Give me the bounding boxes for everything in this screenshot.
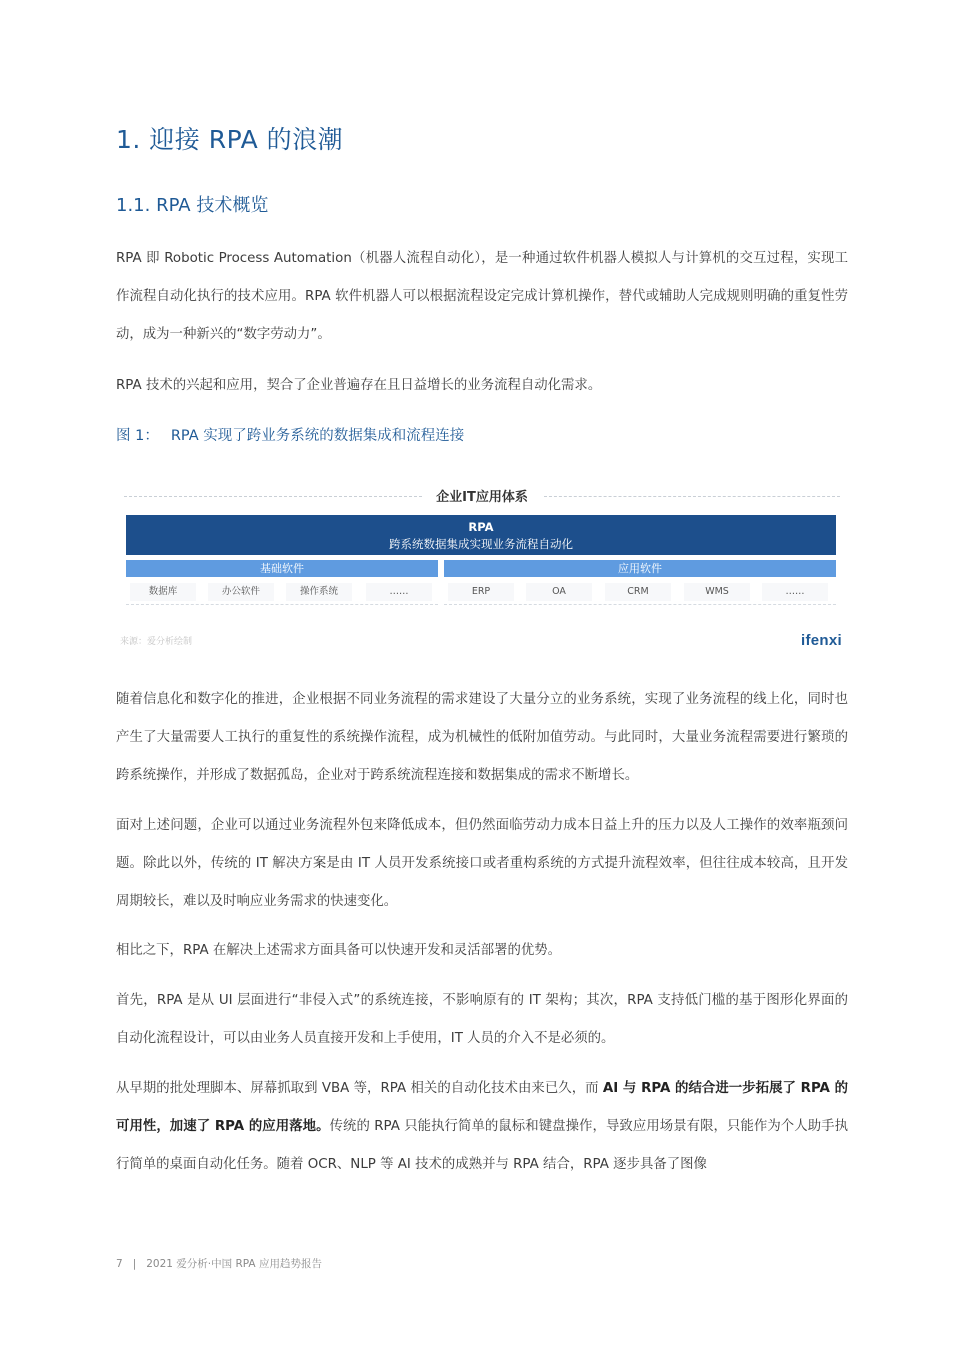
figure-caption-text: RPA 实现了跨业务系统的数据集成和流程连接 xyxy=(170,428,465,444)
basic-software-row xyxy=(126,580,438,605)
application-software-category: 应用软件 xyxy=(444,560,836,577)
figure-number: 图 1： xyxy=(116,428,159,444)
paragraph-ai-rpa xyxy=(116,1070,848,1184)
rpa-layer-label: RPA xyxy=(468,520,494,534)
rpa-layer-subtitle: 跨系统数据集成实现业务流程自动化 xyxy=(389,537,573,551)
rpa-layer xyxy=(126,515,836,555)
system-item-more: …… xyxy=(366,583,432,601)
figure-source: 来源：爱分析绘制 xyxy=(120,637,193,647)
system-item-more: …… xyxy=(762,583,828,601)
system-item-os: 操作系统 xyxy=(286,583,352,601)
section-heading: 1. 迎接 RPA 的浪潮 xyxy=(116,125,344,154)
figure-caption xyxy=(116,424,464,445)
paragraph-ai-rpa-emphasis: AI 与 RPA 的结合进一步拓展了 RPA 的可用性，加速了 RPA 的应用落地。 xyxy=(116,1081,849,1134)
system-item-wms: WMS xyxy=(684,583,750,601)
system-item-erp: ERP xyxy=(448,583,514,601)
page-footer xyxy=(116,1256,322,1271)
paragraph-non-invasive: 首先，RPA 是从 UI 层面进行“非侵入式”的系统连接，不影响原有的 IT 架构；其次，RPA 支持低门槛的基于图形化界面的自动化流程设计，可以由业务人员直接开发和上手使用，IT 人员的介入不是必须的。 xyxy=(116,993,848,1046)
title-divider-right xyxy=(544,496,840,497)
it-architecture-figure xyxy=(116,478,848,658)
paragraph-ai-rpa-end: 传统的 RPA 只能执行简单的鼠标和键盘操作，导致应用场景有限，只能作为个人助手执行简单的桌面自动化任务。随着 OCR、NLP 等 AI 技术的成熟并与 RPA 结合，RPA 逐步具备了图像 xyxy=(116,1119,848,1172)
page-number: 7 xyxy=(116,1258,123,1270)
paragraph-rpa-definition: RPA 即 Robotic Process Automation（机器人流程自动化），是一种通过软件机器人模拟人与计算机的交互过程，实现工作流程自动化执行的技术应用。RPA 软件机器人可以根据流程设定完成计算机操作，替代或辅助人完成规则明确的重复性劳动，成为一种新兴的“数字劳动力”。 xyxy=(116,251,848,342)
ifenxi-logo: ifenxi xyxy=(801,632,842,649)
paragraph-ai-rpa-start: 从早期的批处理脚本、屏幕抓取到 VBA 等，RPA 相关的自动化技术由来已久，而 xyxy=(116,1081,603,1096)
paragraph-cost-problems: 面对上述问题，企业可以通过业务流程外包来降低成本，但仍然面临劳动力成本日益上升的压力以及人工操作的效率瓶颈问题。除此以外，传统的 IT 解决方案是由 IT 人员开发系统接口或者重构系统的方式提升流程效率，但往往成本较高，且开发周期较长，难以及时响应业务需求的快速变化。 xyxy=(116,818,848,909)
system-item-oa: OA xyxy=(526,583,592,601)
figure-title: 企业IT应用体系 xyxy=(436,490,528,505)
system-item-office: 办公软件 xyxy=(208,583,274,601)
paragraph-business-systems: 随着信息化和数字化的推进，企业根据不同业务流程的需求建设了大量分立的业务系统，实现了业务流程的线上化，同时也产生了大量需要人工执行的重复性的系统操作流程，成为机械性的低附加值劳动。与此同时，大量业务流程需要进行繁琐的跨系统操作，并形成了数据孤岛，企业对于跨系统流程连接和数据集成的需求不断增长。 xyxy=(116,692,848,783)
footer-separator: | xyxy=(132,1258,137,1270)
application-software-row xyxy=(444,580,836,605)
paragraph-rpa-demand: RPA 技术的兴起和应用，契合了企业普遍存在且日益增长的业务流程自动化需求。 xyxy=(116,378,602,393)
subsection-heading: 1.1. RPA 技术概览 xyxy=(116,195,269,216)
system-item-database: 数据库 xyxy=(130,583,196,601)
system-item-crm: CRM xyxy=(605,583,671,601)
paragraph-rpa-advantage: 相比之下，RPA 在解决上述需求方面具备可以快速开发和灵活部署的优势。 xyxy=(116,943,562,958)
basic-software-category: 基础软件 xyxy=(126,560,438,577)
report-title: 2021 爱分析·中国 RPA 应用趋势报告 xyxy=(146,1258,322,1270)
